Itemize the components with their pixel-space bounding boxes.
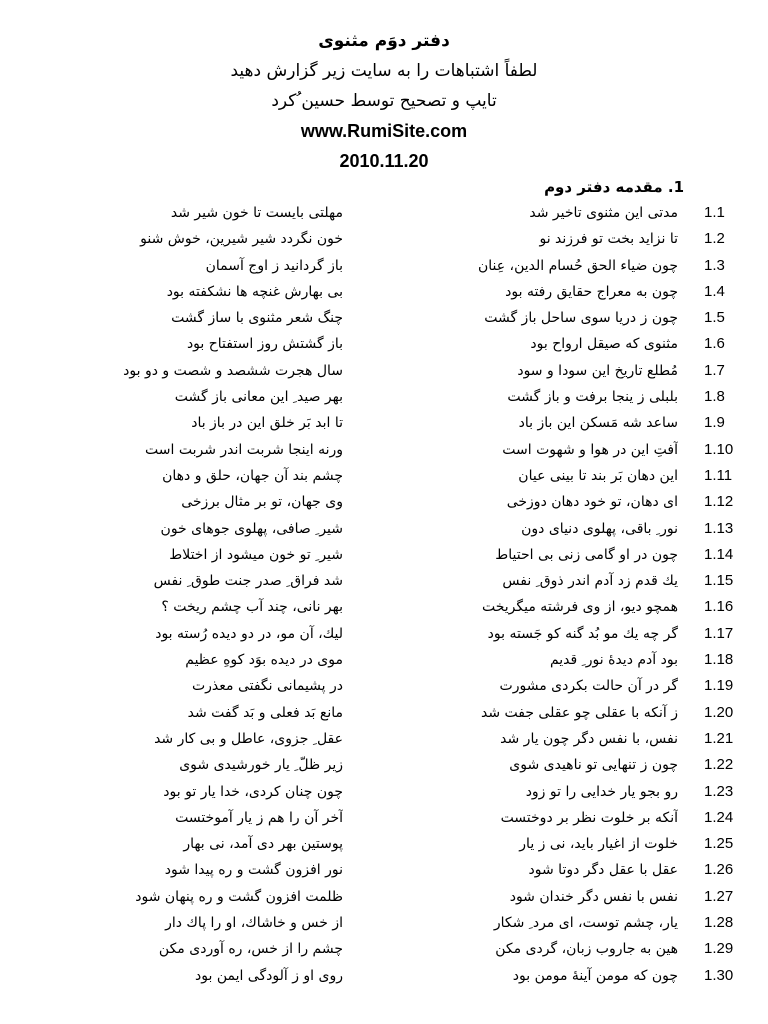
verse-number: 1.28 xyxy=(704,914,734,932)
verse-row xyxy=(0,594,768,620)
first-hemistich: مدتی این مثنوی تاخیر شد xyxy=(529,205,678,221)
second-hemistich: زیر ظلّ ِ یار خورشیدی شوی xyxy=(179,757,343,774)
verse-number: 1.24 xyxy=(704,808,734,826)
second-hemistich: شد فراق ِ صدر جنت طوق ِ نفس xyxy=(153,573,343,590)
second-hemistich: باز گشتش روز استفتاح بود xyxy=(186,336,343,353)
report-errors-line: لطفاً اشتباهات را به سایت زیر گزارش دهید xyxy=(230,61,538,81)
verse-number: 1.25 xyxy=(704,835,734,853)
first-hemistich: نفس با نفس دگر خندان شود xyxy=(509,888,678,905)
first-hemistich: گر چه یك مو بُد گنه کو جَسته بود xyxy=(487,625,678,642)
first-hemistich: آفتِ این در هوا و شهوت است xyxy=(502,441,678,458)
first-hemistich: تا نزاید بخت تو فرزند نو xyxy=(539,231,678,248)
verse-number: 1.22 xyxy=(704,756,734,774)
verse-row xyxy=(0,279,768,305)
verse-number: 1.20 xyxy=(704,703,734,721)
verse-number: 1.7 xyxy=(704,361,725,379)
second-hemistich: ظلمت افزون گشت و ره پنهان شود xyxy=(135,888,343,905)
verse-row xyxy=(0,226,768,252)
verse-row xyxy=(0,963,768,989)
verse-row xyxy=(0,884,768,910)
verse-number: 1.10 xyxy=(704,440,734,458)
verse-number: 1.12 xyxy=(704,493,734,511)
verse-number: 1.8 xyxy=(704,388,725,406)
publication-date: 2010.11.20 xyxy=(339,151,429,171)
first-hemistich: همچو دیو، از وی فرشته میگریخت xyxy=(482,599,678,616)
verse-number: 1.26 xyxy=(704,861,734,879)
verse-row xyxy=(0,857,768,883)
verse-row xyxy=(0,779,768,805)
verse-number: 1.15 xyxy=(704,572,734,590)
verse-row xyxy=(0,831,768,857)
second-hemistich: در پشیمانی نگفتی معذرت xyxy=(191,678,343,695)
first-hemistich: خلوت از اغیار باید، نی ز یار xyxy=(519,836,678,853)
first-hemistich: چون ضیاء الحق حُسام الدین، عِنان xyxy=(477,257,678,274)
second-hemistich: پوستین بهر دی آمد، نی بهار xyxy=(183,836,343,853)
verse-number: 1.30 xyxy=(704,966,734,984)
verse-number: 1.3 xyxy=(704,256,725,274)
verse-number: 1.17 xyxy=(704,624,734,642)
verse-row xyxy=(0,752,768,778)
first-hemistich: ز آنکه با عقلی چو عقلی جفت شد xyxy=(480,704,678,721)
document-header xyxy=(0,26,768,176)
verse-number: 1.2 xyxy=(704,230,725,248)
first-hemistich: چون ز دریا سوی ساحل باز گشت xyxy=(484,310,678,327)
verse-row xyxy=(0,516,768,542)
first-hemistich: یك قدم زد آدم اندر ذوق ِ نفس xyxy=(502,573,678,590)
second-hemistich: وی جهان، تو بر مثال برزخی xyxy=(181,494,343,511)
second-hemistich: چشم بند آن جهان، حلق و دهان xyxy=(162,467,343,484)
verse-number: 1.13 xyxy=(704,519,734,537)
first-hemistich: مُطلع تاریخ این سودا و سود xyxy=(517,362,678,379)
first-hemistich: عقل با عقل دگر دوتا شود xyxy=(528,862,678,879)
verse-row xyxy=(0,568,768,594)
verse-number: 1.1 xyxy=(704,204,725,221)
second-hemistich: بهر صید ِ این معانی باز گشت xyxy=(174,389,343,406)
first-hemistich: رو بجو یار خدایی را تو زود xyxy=(525,783,678,800)
second-hemistich: آخر آن را هم ز یار آموختست xyxy=(175,809,343,826)
first-hemistich: بلبلی ز ینجا برفت و باز گشت xyxy=(507,389,678,406)
second-hemistich: سال هجرت ششصد و شصت و دو بود xyxy=(123,362,343,379)
verse-row xyxy=(0,621,768,647)
first-hemistich: یار، چشم توست، ای مرد ِ شکار xyxy=(493,915,678,932)
second-hemistich: نور افزون گشت و ره پیدا شود xyxy=(164,862,343,879)
first-hemistich: ساعد شه مَسکن این باز باد xyxy=(518,415,678,432)
second-hemistich: عقل ِ جزوی، عاطل و بی کار شد xyxy=(154,730,343,747)
second-hemistich: چشم را از خس، ره آوردی مکن xyxy=(158,941,343,958)
second-hemistich: تا ابد بَر خلق این در باز باد xyxy=(191,415,343,432)
verse-row xyxy=(0,358,768,384)
first-hemistich: گر در آن حالت بکردی مشورت xyxy=(499,678,678,695)
verse-row xyxy=(0,437,768,463)
verse-number: 1.29 xyxy=(704,940,734,958)
verse-row xyxy=(0,410,768,436)
typist-credit-line: تایپ و تصحیح توسط حسین ُکرد xyxy=(271,91,497,111)
second-hemistich: روی او ز آلودگی ایمن بود xyxy=(195,967,343,984)
verse-number: 1.23 xyxy=(704,782,734,800)
verse-row xyxy=(0,200,768,226)
verse-row xyxy=(0,726,768,752)
first-hemistich: چون که مومن آینهٔ مومن بود xyxy=(512,967,678,984)
verse-row xyxy=(0,384,768,410)
verse-row xyxy=(0,542,768,568)
second-hemistich: لیك، آن مو، در دو دیده رُسته بود xyxy=(155,625,343,642)
second-hemistich: چنگ شعر مثنوی با ساز گشت xyxy=(171,310,343,327)
first-hemistich: هین به جاروب زبان، گردی مکن xyxy=(495,941,678,958)
first-hemistich: نور ِ باقی، پهلوی دنیای دون xyxy=(521,520,678,537)
verse-row xyxy=(0,463,768,489)
verse-number: 1.27 xyxy=(704,887,734,905)
verse-number: 1.19 xyxy=(704,677,734,695)
first-hemistich: بود آدم دیدهٔ نور ِ قدیم xyxy=(549,652,678,669)
website-link[interactable]: www.RumiSite.com xyxy=(300,121,468,141)
second-hemistich: از خس و خاشاك، او را پاك دار xyxy=(165,915,343,932)
first-hemistich: چون در او گامی زنی بی احتیاط xyxy=(495,546,678,563)
second-hemistich: چون چنان کردی، خدا یار تو بود xyxy=(163,783,343,800)
verse-number: 1.16 xyxy=(704,598,734,616)
section-heading: 1. مقدمه دفتر دوم xyxy=(544,178,684,196)
second-hemistich: باز گردانید ز اوج آسمان xyxy=(205,257,343,274)
first-hemistich: آنکه بر خلوت نظر بر دوختست xyxy=(500,809,678,826)
second-hemistich: ورنه اینجا شربت اندر شربت است xyxy=(145,441,343,458)
verse-row xyxy=(0,647,768,673)
second-hemistich: مهلتی بایست تا خون شیر شد xyxy=(170,205,343,221)
second-hemistich: بهر نانی، چند آب چشم ریخت ؟ xyxy=(161,599,343,616)
first-hemistich: چون ز تنهایی تو ناهیدی شوی xyxy=(509,757,678,774)
second-hemistich: موی در دیده بوَد کوهِ عظیم xyxy=(185,652,343,669)
first-hemistich: چون به معراج حقایق رفته بود xyxy=(505,283,678,300)
second-hemistich: شیر ِ صافی، پهلوی جوهای خون xyxy=(160,520,343,537)
book-title: دفتر دوَم مثنوی xyxy=(318,31,450,51)
first-hemistich: ای دهان، تو خود دهان دوزخی xyxy=(506,494,678,511)
verse-number: 1.6 xyxy=(704,335,725,353)
verse-row xyxy=(0,910,768,936)
verse-number: 1.11 xyxy=(704,466,733,484)
first-hemistich: مثنوی که صیقل ارواح بود xyxy=(530,336,678,353)
verse-row xyxy=(0,805,768,831)
verse-number: 1.4 xyxy=(704,282,725,300)
verse-number: 1.9 xyxy=(704,414,725,432)
verse-row xyxy=(0,331,768,357)
verse-number: 1.21 xyxy=(704,729,734,747)
first-hemistich: نفس، با نفس دگر چون یار شد xyxy=(500,730,678,747)
verse-row xyxy=(0,700,768,726)
first-hemistich: این دهان بَر بند تا بینی عیان xyxy=(518,467,678,484)
verse-list xyxy=(0,200,768,989)
verse-row xyxy=(0,936,768,962)
second-hemistich: شیر ِ تو خون میشود از اختلاط xyxy=(169,546,343,563)
verse-number: 1.14 xyxy=(704,545,734,563)
verse-row xyxy=(0,489,768,515)
verse-row xyxy=(0,253,768,279)
second-hemistich: خون نگردد شیر شیرین، خوش شنو xyxy=(140,231,343,248)
second-hemistich: مانع بَد فعلی و بَد گفت شد xyxy=(187,704,343,721)
verse-row xyxy=(0,673,768,699)
verse-number: 1.5 xyxy=(704,309,725,327)
second-hemistich: بی بهارش غنچه ها نشکفته بود xyxy=(166,283,343,300)
verse-number: 1.18 xyxy=(704,651,734,669)
verse-row xyxy=(0,305,768,331)
